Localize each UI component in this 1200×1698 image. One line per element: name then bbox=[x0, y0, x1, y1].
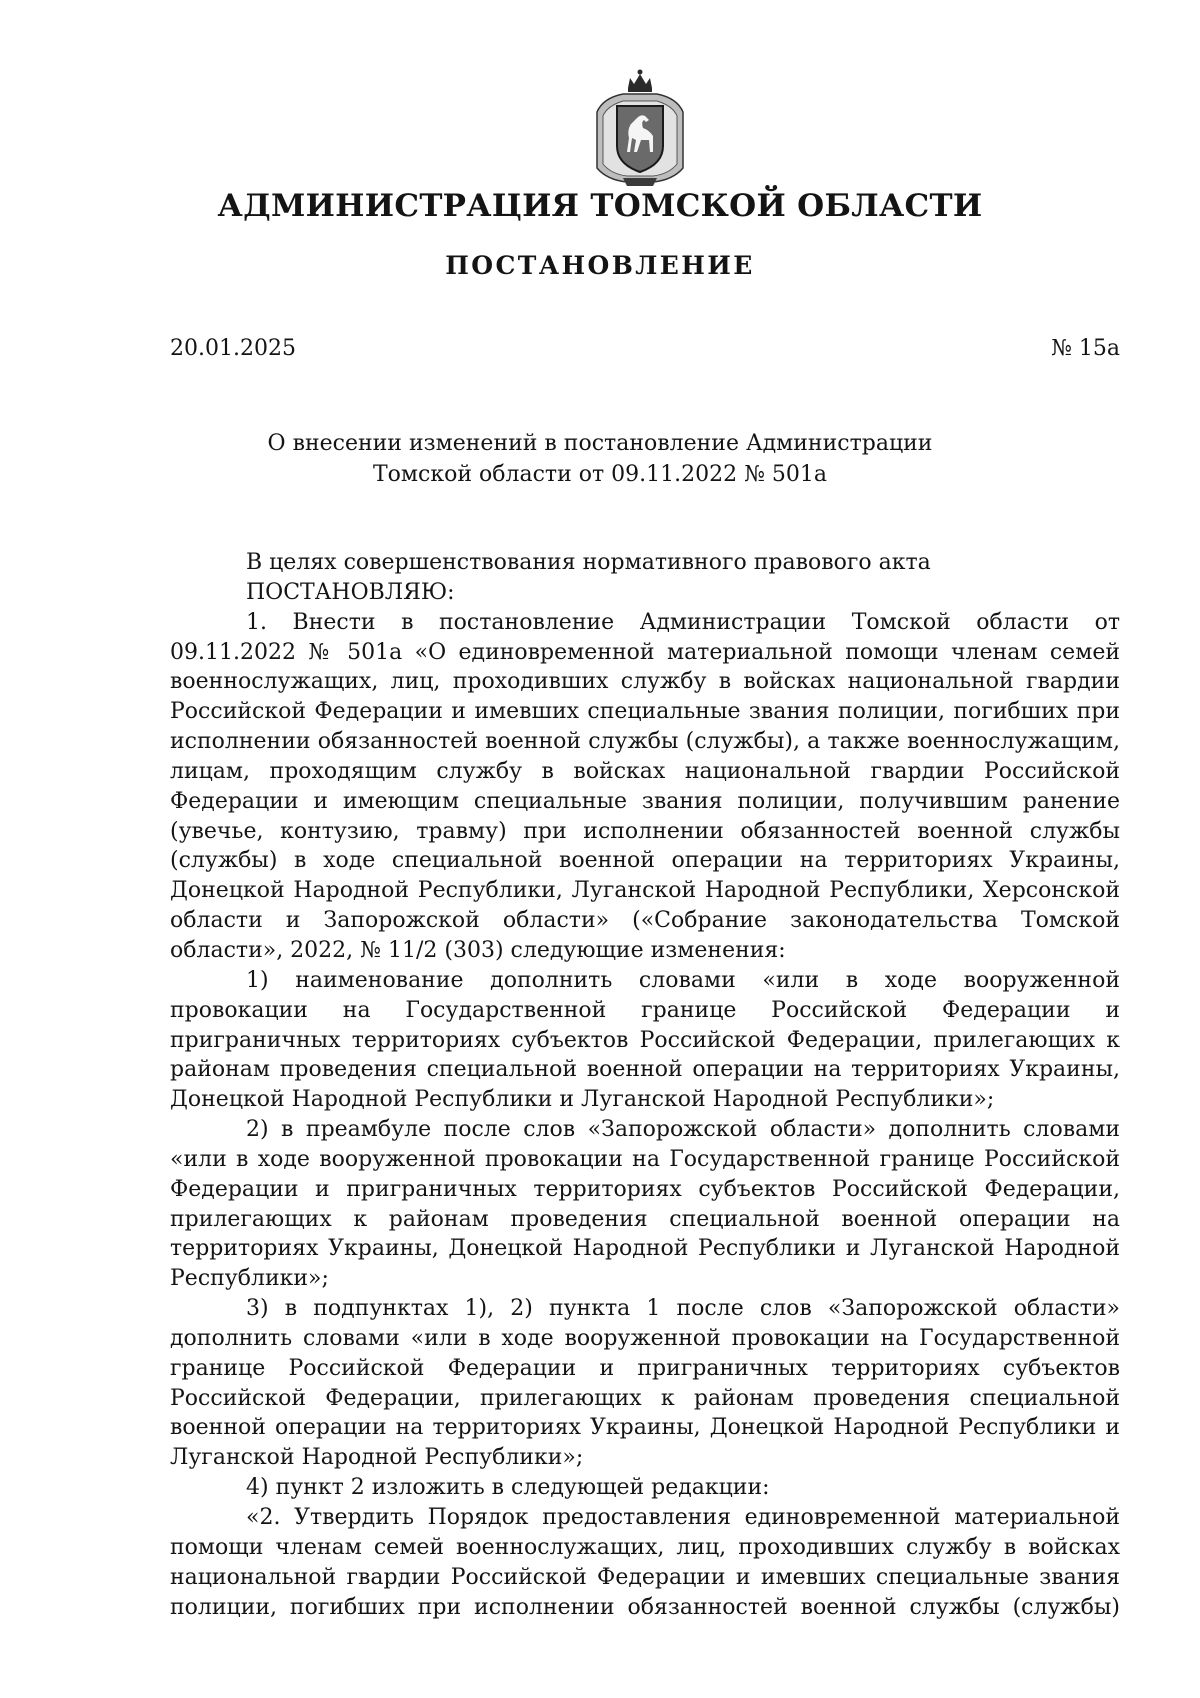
document-type-title: ПОСТАНОВЛЕНИЕ bbox=[445, 251, 755, 280]
paragraph-item-1: 1. Внести в постановление Администрации Томской области от 09.11.2022 № 501а «О единовременной материальной помощи членам семей военнослужащих, лиц, проходивших службу в войсках национальной гвардии Российской Федерации и имевших специальные звания полиции, погибших при исполнении обязанностей военной службы (службы), а также военнослужащим, лицам, проходящим службу в войсках национальной гвардии Российской Федерации и имеющим специальные звания полиции, получившим ранение (увечье, контузию, травму) при исполнении обязанностей военной службы (службы) в ходе специальной военной операции на территориях Украины, Донецкой Народной Республики, Луганской Народной Республики, Херсонской области и Запорожской области» («Собрание законодательства Томской области», 2022, № 11/2 (303) следующие изменения: bbox=[170, 609, 1120, 963]
organization-title: АДМИНИСТРАЦИЯ ТОМСКОЙ ОБЛАСТИ bbox=[217, 188, 983, 224]
document-body bbox=[170, 548, 1120, 1622]
document-date: 20.01.2025 bbox=[170, 336, 296, 361]
coat-of-arms-icon bbox=[583, 68, 697, 188]
paragraph-subitem-2: 2) в преамбуле после слов «Запорожской области» дополнить словами «или в ходе вооруженной провокации на Государственной границе Российской Федерации и приграничных территориях субъектов Российской Федерации, прилегающих к районам проведения специальной военной операции на территориях Украины, Донецкой Народной Республики и Луганской Народной Республики»; bbox=[170, 1117, 1120, 1292]
subject-line: О внесении изменений в постановление Администрации bbox=[267, 431, 933, 456]
subject-line: Томской области от 09.11.2022 № 501а bbox=[372, 462, 828, 487]
paragraph-subitem-1: 1) наименование дополнить словами «или в ходе вооруженной провокации на Государственной границе Российской Федерации и приграничных территориях субъектов Российской Федерации, прилегающих к районам проведения специальной военной операции на территориях Украины, Донецкой Народной Республики и Луганской Народной Республики»; bbox=[170, 967, 1120, 1113]
document-subject bbox=[0, 428, 1200, 490]
paragraph-subitem-4: 4) пункт 2 изложить в следующей редакции: bbox=[246, 1475, 770, 1501]
preamble-paragraph: В целях совершенствования нормативного правового акта bbox=[246, 550, 931, 575]
decree-word: ПОСТАНОВЛЯЮ: bbox=[246, 579, 455, 605]
paragraph-subitem-3: 3) в подпунктах 1), 2) пункта 1 после слов «Запорожской области» дополнить словами «или в ходе вооруженной провокации на Государственной границе Российской Федерации и приграничных территориях субъектов Российской Федерации, прилегающих к районам проведения специальной военной операции на территориях Украины, Донецкой Народной Республики и Луганской Народной Республики»; bbox=[170, 1296, 1120, 1471]
document-number: № 15а bbox=[1051, 336, 1120, 361]
paragraph-quoted-item-2: «2. Утвердить Порядок предоставления единовременной материальной помощи членам семей военнослужащих, лиц, проходивших службу в войсках национальной гвардии Российской Федерации и имевших специальные звания полиции, погибших при исполнении обязанностей военной службы (службы) bbox=[170, 1505, 1120, 1620]
